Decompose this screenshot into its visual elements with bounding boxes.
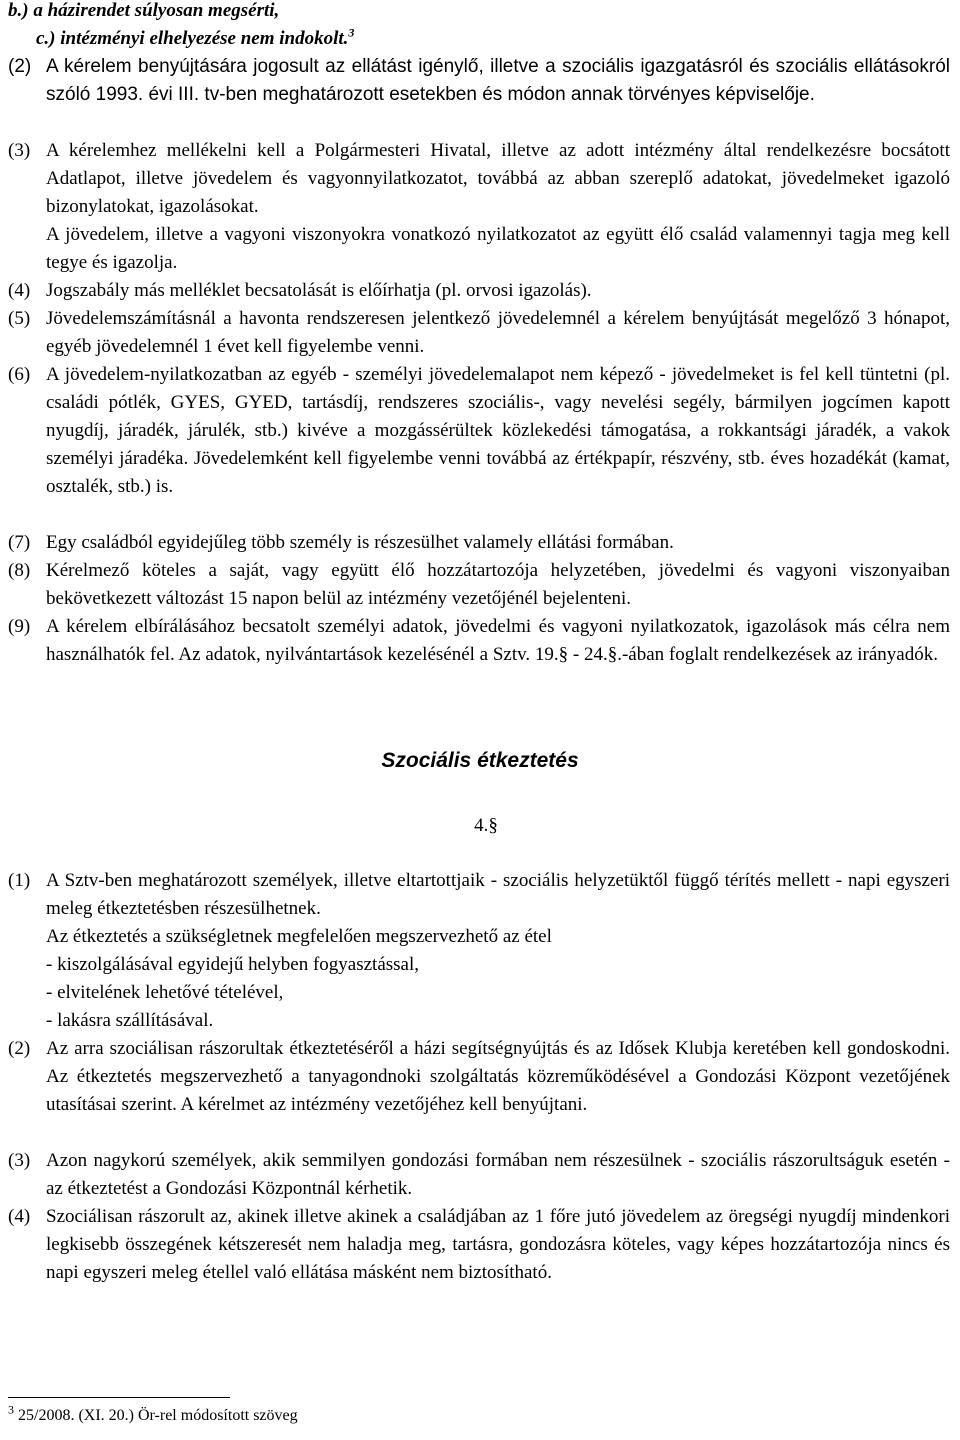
footnote-mark: 3 [8, 1402, 14, 1417]
meal-option-item: - elvitelének lehetővé tételével, [46, 982, 284, 1003]
footnote [8, 1402, 298, 1426]
section-number: 4.§ [474, 815, 498, 836]
section-title: Szociális étkeztetés [381, 749, 579, 772]
footnote-divider [8, 1397, 230, 1398]
line-b: b.) a házirendet súlyosan megsérti, [8, 0, 280, 21]
footnote-text: 25/2008. (XI. 20.) Ör-rel módosított szöveg [18, 1407, 298, 1424]
footnote-ref[interactable]: 3 [348, 25, 355, 40]
meal-options-intro: Az étkeztetés a szükségletnek megfelelően megszervezhető az étel [46, 926, 552, 947]
meal-option-item: - kiszolgálásával egyidejű helyben fogyasztással, [46, 954, 420, 975]
line-c: c.) intézményi elhelyezése nem indokolt.$^3$ [36, 25, 355, 49]
meal-option-item: - lakásra szállításával. [46, 1010, 214, 1031]
document-page: b.) a házirendet súlyosan megsérti, c.) intézményi elhelyezése nem indokolt.$^3$ (2) A kérelem benyújtására jogosult az ellátást igénylő, illetve a szociális igazgatásról és szociális ellátásokról szóló 1993. évi III. tv-ben meghatározott esetekben és módon annak törvényes képviselője. (3) A kérelemhez mellékelni kell a Polgármesteri Hivatal, illetve az adott intézmény által rendelkezésre bocsátott Adatlapot, illetve jövedelem és vagyonnyilatkozatot, továbbá az abban szereplő adatokat, jövedelmeket igazoló bizonylatokat, igazolásokat. A jövedelem, illetve a vagyoni viszonyokra vonatkozó nyilatkozatot az együtt élő család valamennyi tagja meg kell tegye és igazolja. (4) Jogszabály más melléklet becsatolását is előírhatja (pl. orvosi igazolás). (5) Jövedelemszámításnál a havonta rendszeresen jelentkező jövedelemnél a kérelem benyújtását megelőző 3 hónapot, egyéb jövedelemnél 1 évet kell figyelembe venni. (6) A jövedelem-nyilatkozatban az egyéb - személyi jövedelemalapot nem képező - jövedelmeket is fel kell tüntetni (pl. családi pótlék, GYES, GYED, tartásdíj, rendszeres szociális-, vagy nevelési segély, bármilyen jogcímen kapott nyugdíj, járadék, járulék, stb.) kivéve a mozgássérültek közlekedési támogatása, a rokkantsági járadék, a vakok személyi járadéka. Jövedelemként kell figyelembe venni továbbá az értékpapír, részvény, stb. éves hozadékát (kamat, osztalék, stb.) is. (7) Egy családból egyidejűleg több személy is részesülhet valamely ellátási formában. (8) Kérelmező köteles a saját, vagy együtt élő hozzátartozója helyzetében, jövedelmi és vagyoni viszonyaiban bekövetkezett változást 15 napon belül az intézmény vezetőjénél bejelenteni. (9) A kérelem elbírálásához becsatolt személyi adatok, jövedelmi és vagyoni nyilatkozatok, igazolások más célra nem használhatók fel. Az adatok, nyilvántartások kezelésénél a Sztv. 19.§ - 24.§.-ában foglalt rendelkezések az irányadók. Szociális étkeztetés 4.§ (1) A Sztv-ben meghatározott személyek, illetve eltartottjaik - szociális helyzetüktől függő térítés mellett - napi egyszeri meleg étkeztetésben részesülhetnek. Az étkeztetés a szükségletnek megfelelően megszervezhető az étel - kiszolgálásával egyidejű helyben fogyasztással, - elvitelének lehetővé tételével, - lakásra szállításával. (2) Az arra szociálisan rászorultak étkeztetéséről a házi segítségnyújtás és az Idősek Klubja keretében kell gondoskodni. Az étkeztetés megszervezhető a tanyagondnoki szolgáltatás közreműködésével a Gondozási Központ vezetőjének utasításai szerint. A kérelmet az intézmény vezetőjéhez kell benyújtani. (3) Azon nagykorú személyek, akik semmilyen gondozási formában nem részesülnek - szociális rászorultságuk esetén - az étkeztetést a Gondozási Központnál kérhetik. (4) Szociálisan rászorult az, akinek illetve akinek a családjában az 1 főre jutó jövedelem az öregségi nyugdíj mindenkori legkisebb összegének kétszeresét nem haladja meg, tartásra, gondozásra köteles, vagy képes hozzátartozója nincs és napi egyszeri meleg étellel való ellátása másként nem biztosítható. $^3$ 25/2008. (XI. 20.) Ör-rel módosított szöveg [0, 0, 960, 1440]
